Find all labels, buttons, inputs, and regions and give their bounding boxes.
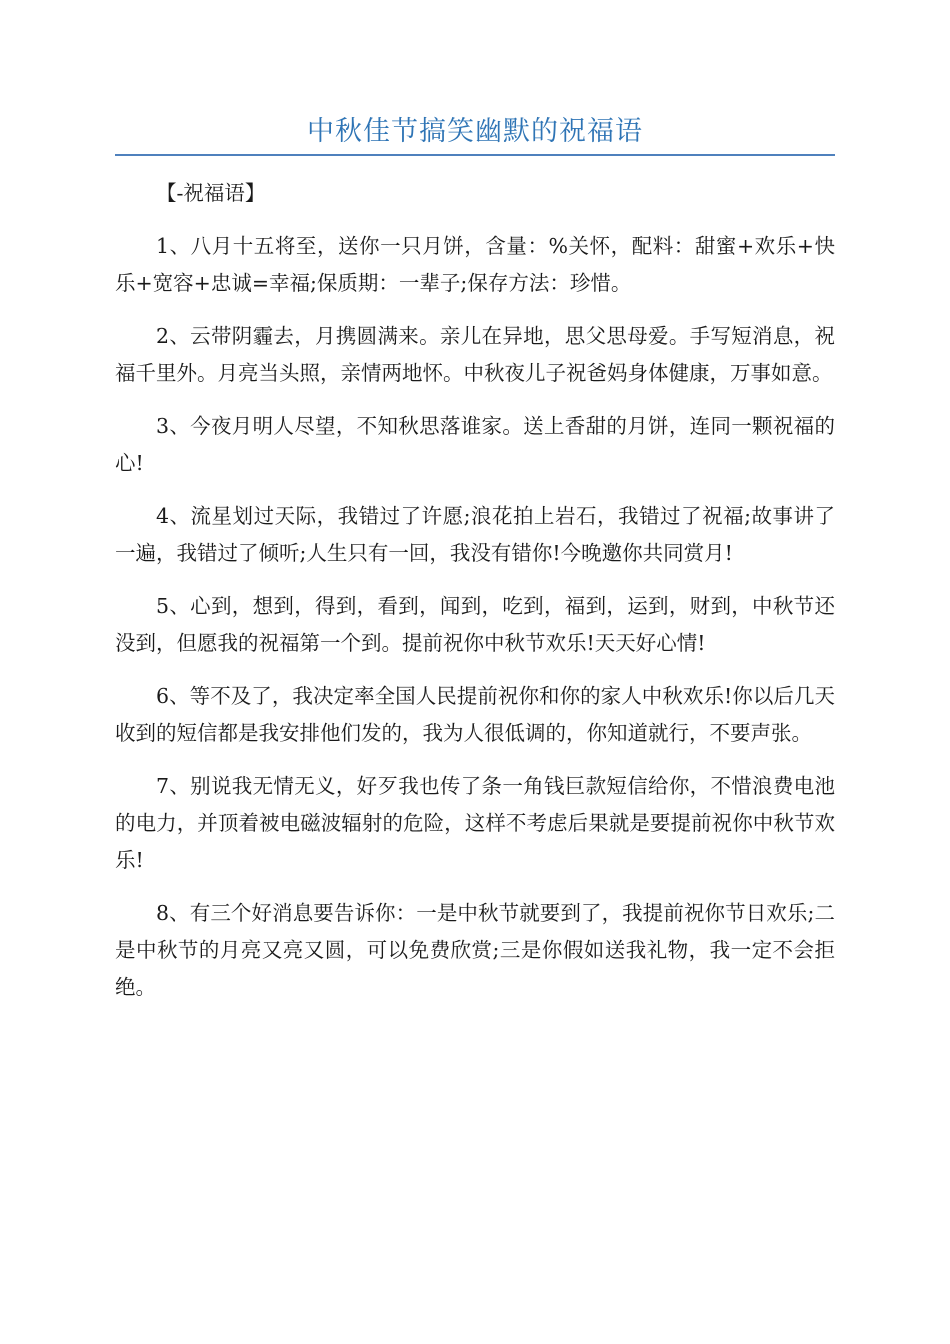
title-divider	[115, 154, 835, 156]
blessing-item-2: 2、云带阴霾去，月携圆满来。亲儿在异地，思父思母爱。手写短消息，祝福千里外。月亮当头照，亲情两地怀。中秋夜儿子祝爸妈身体健康，万事如意。	[115, 324, 835, 385]
blessing-item-1: 1、八月十五将至，送你一只月饼，含量：%关怀，配料：甜蜜+欢乐+快乐+宽容+忠诚=幸福;保质期：一辈子;保存方法：珍惜。	[115, 234, 835, 295]
blessing-item-3: 3、今夜月明人尽望，不知秋思落谁家。送上香甜的月饼，连同一颗祝福的心!	[115, 414, 835, 475]
section-heading: 【-祝福语】	[156, 181, 266, 205]
blessing-item-5: 5、心到，想到，得到，看到，闻到，吃到，福到，运到，财到，中秋节还没到，但愿我的祝福第一个到。提前祝你中秋节欢乐!天天好心情!	[115, 594, 835, 655]
blessing-item-6: 6、等不及了，我决定率全国人民提前祝你和你的家人中秋欢乐!你以后几天收到的短信都是我安排他们发的，我为人很低调的，你知道就行，不要声张。	[115, 684, 835, 745]
blessing-item-8: 8、有三个好消息要告诉你：一是中秋节就要到了，我提前祝你节日欢乐;二是中秋节的月亮又亮又圆，可以免费欣赏;三是你假如送我礼物，我一定不会拒绝。	[115, 901, 835, 999]
document-body	[115, 175, 835, 1022]
blessing-item-7: 7、别说我无情无义，好歹我也传了条一角钱巨款短信给你，不惜浪费电池的电力，并顶着被电磁波辐射的危险，这样不考虑后果就是要提前祝你中秋节欢乐!	[115, 774, 835, 872]
blessing-item-4: 4、流星划过天际，我错过了许愿;浪花拍上岩石，我错过了祝福;故事讲了一遍，我错过了倾听;人生只有一回，我没有错你!今晚邀你共同赏月!	[115, 504, 835, 565]
page-title: 中秋佳节搞笑幽默的祝福语	[307, 116, 643, 147]
